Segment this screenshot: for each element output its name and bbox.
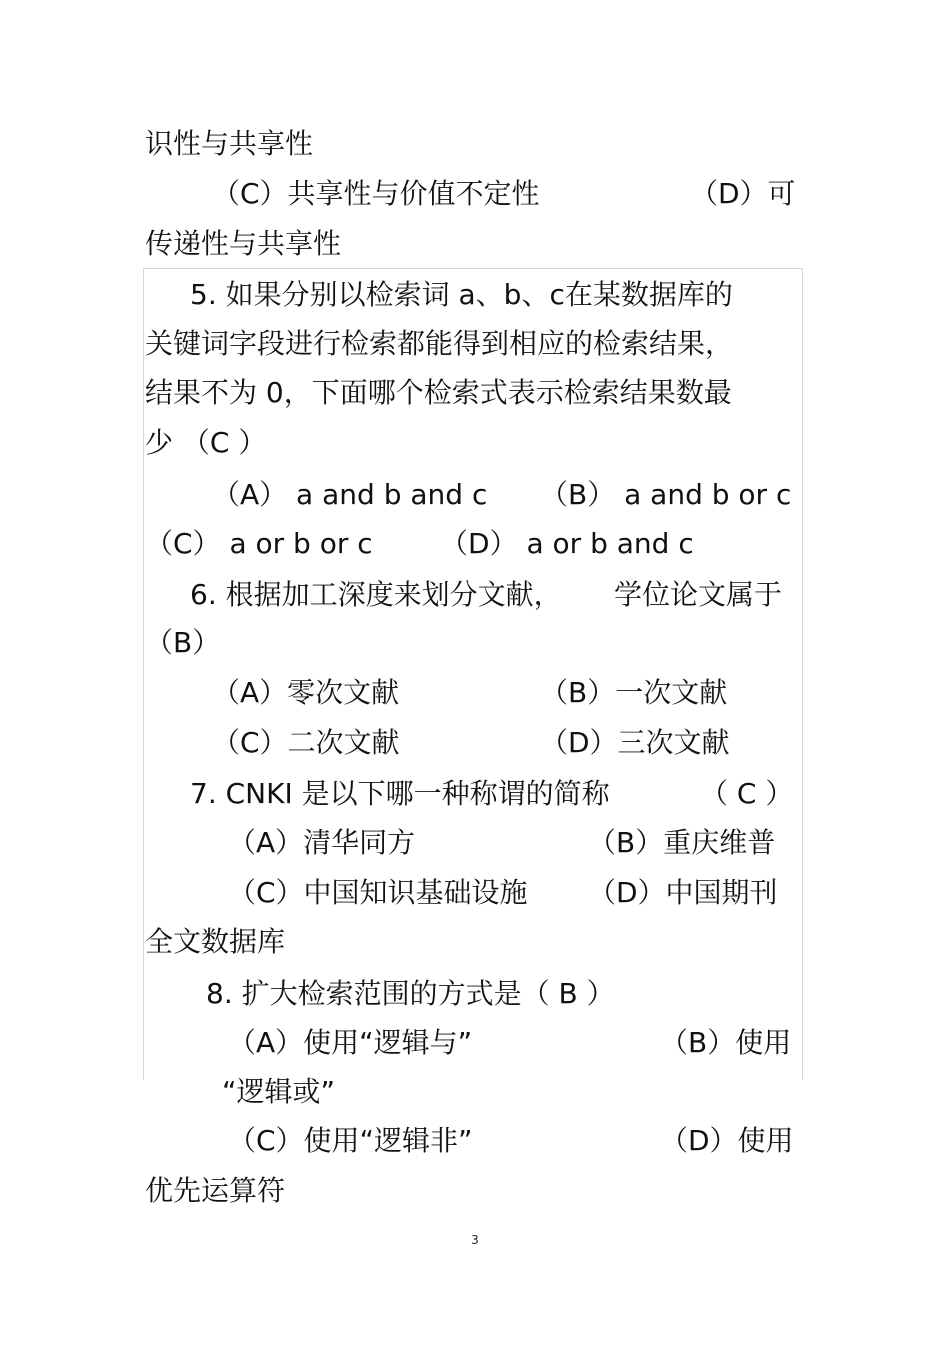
question-5: 5. 如果分别以检索词 a、b、c在某数据库的 (190, 278, 733, 311)
option-c: （C）使用“逻辑非” (228, 1124, 473, 1157)
option-b: （B）使用 (660, 1026, 792, 1059)
text-line: 结果不为 0，下面哪个检索式表示检索结果数最 (145, 376, 732, 409)
option-a: （A）零次文献 (212, 676, 400, 709)
option-a: （A） a and b and c (212, 478, 488, 511)
option-c: （C） a or b or c (145, 527, 373, 560)
option-c: （C）共享性与价值不定性 (212, 177, 540, 210)
page-number: 3 (471, 1233, 479, 1247)
option-a: （A）清华同方 (228, 826, 416, 859)
option-c: （C）二次文献 (212, 726, 400, 759)
option-d: （D）使用 (660, 1124, 794, 1157)
text-line: 识性与共享性 (145, 127, 314, 160)
option-b: （B） a and b or c (540, 478, 792, 511)
text-line: 全文数据库 (145, 925, 286, 958)
option-d: （D）三次文献 (540, 726, 730, 759)
option-b: （B）重庆维普 (588, 826, 776, 859)
option-a: （A）使用“逻辑与” (228, 1026, 473, 1059)
text-line: “逻辑或” (222, 1075, 336, 1108)
text-line: 学位论文属于 (614, 578, 783, 611)
option-c: （C）中国知识基础设施 (228, 876, 528, 909)
answer-line: （ C ） (700, 777, 794, 810)
question-6: 6. 根据加工深度来划分文献， (190, 578, 562, 611)
question-8: 8. 扩大检索范围的方式是（ B ） (206, 977, 615, 1010)
option-b: （B）一次文献 (540, 676, 728, 709)
text-line: 传递性与共享性 (145, 227, 342, 260)
option-d: （D）中国期刊 (588, 876, 778, 909)
answer-line: （B） (145, 626, 221, 659)
answer-line: 少 （C ） (145, 426, 267, 459)
option-d: （D）可 (690, 177, 796, 210)
text-line: 优先运算符 (145, 1174, 286, 1207)
question-7: 7. CNKI 是以下哪一种称谓的简称 (190, 777, 610, 810)
option-d: （D） a or b and c (440, 527, 694, 560)
text-line: 关键词字段进行检索都能得到相应的检索结果， (145, 327, 734, 360)
